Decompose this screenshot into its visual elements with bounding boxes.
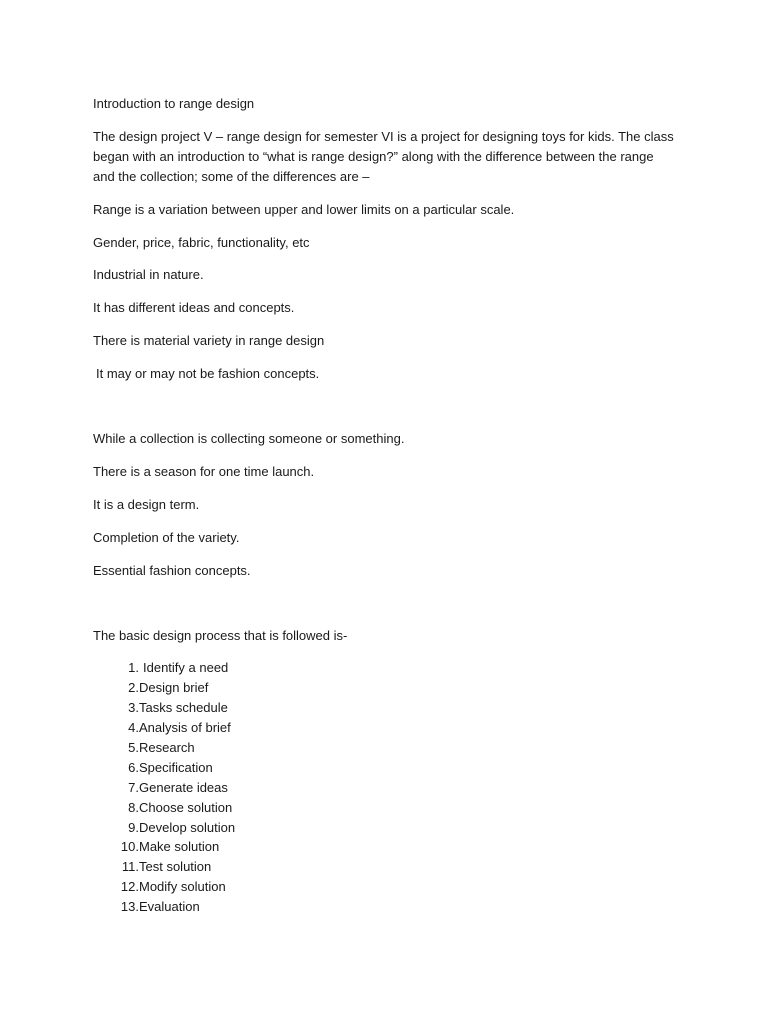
list-number: 6. bbox=[128, 759, 139, 775]
list-number: 13. bbox=[120, 899, 139, 915]
list-item bbox=[116, 698, 228, 718]
list-item bbox=[116, 897, 200, 917]
collection-point: There is a season for one time launch. bbox=[93, 464, 315, 479]
list-text: Specification bbox=[139, 759, 213, 775]
list-text: Analysis of brief bbox=[139, 719, 231, 735]
list-number: 3. bbox=[128, 699, 139, 715]
list-number: 2. bbox=[128, 679, 139, 695]
list-text: Test solution bbox=[139, 859, 212, 875]
list-text: Choose solution bbox=[139, 799, 233, 815]
range-point: Range is a variation between upper and lower limits on a particular scale. bbox=[93, 202, 515, 217]
list-item bbox=[116, 678, 209, 698]
range-point: It may or may not be fashion concepts. bbox=[96, 366, 320, 381]
list-number: 10. bbox=[120, 839, 139, 855]
list-text: Design brief bbox=[139, 679, 209, 695]
intro-paragraph-line: began with an introduction to “what is range design?” along with the difference between the range bbox=[93, 149, 654, 164]
design-process-list bbox=[116, 658, 236, 917]
list-text: Develop solution bbox=[139, 819, 236, 835]
collection-point: It is a design term. bbox=[93, 497, 200, 512]
list-text: Make solution bbox=[139, 839, 220, 855]
list-item bbox=[116, 857, 212, 877]
collection-point: While a collection is collecting someone or something. bbox=[93, 431, 405, 446]
list-number: 8. bbox=[128, 799, 139, 815]
list-text: Evaluation bbox=[139, 899, 200, 915]
intro-paragraph-line: and the collection; some of the differences are – bbox=[93, 169, 370, 184]
list-item bbox=[116, 818, 236, 838]
list-item bbox=[116, 877, 226, 897]
list-number: 5. bbox=[128, 739, 139, 755]
list-item bbox=[116, 738, 195, 758]
list-number: 1. bbox=[128, 660, 139, 675]
range-point: It has different ideas and concepts. bbox=[93, 300, 295, 315]
list-item bbox=[116, 798, 233, 818]
process-intro: The basic design process that is followed is- bbox=[93, 628, 348, 643]
list-text: Modify solution bbox=[139, 879, 226, 895]
list-number: 12. bbox=[120, 879, 139, 895]
collection-point: Essential fashion concepts. bbox=[93, 563, 251, 578]
list-item bbox=[116, 658, 229, 678]
list-number: 4. bbox=[128, 719, 139, 735]
list-item bbox=[116, 778, 228, 798]
list-number: 7. bbox=[128, 779, 139, 795]
list-text: Research bbox=[139, 739, 195, 755]
intro-paragraph-line: The design project V – range design for semester VI is a project for designing toys for kids. The class bbox=[93, 129, 674, 144]
list-item bbox=[116, 758, 213, 778]
list-number: 11. bbox=[121, 859, 139, 875]
range-point: There is material variety in range design bbox=[93, 333, 325, 348]
range-point: Industrial in nature. bbox=[93, 267, 204, 282]
document-heading: Introduction to range design bbox=[93, 96, 255, 111]
list-text: Identify a need bbox=[143, 660, 229, 675]
list-item bbox=[116, 837, 220, 857]
list-number: 9. bbox=[128, 819, 139, 835]
collection-point: Completion of the variety. bbox=[93, 530, 240, 545]
range-point: Gender, price, fabric, functionality, etc bbox=[93, 235, 310, 250]
list-item bbox=[116, 718, 231, 738]
list-text: Tasks schedule bbox=[139, 699, 228, 715]
list-text: Generate ideas bbox=[139, 779, 228, 795]
